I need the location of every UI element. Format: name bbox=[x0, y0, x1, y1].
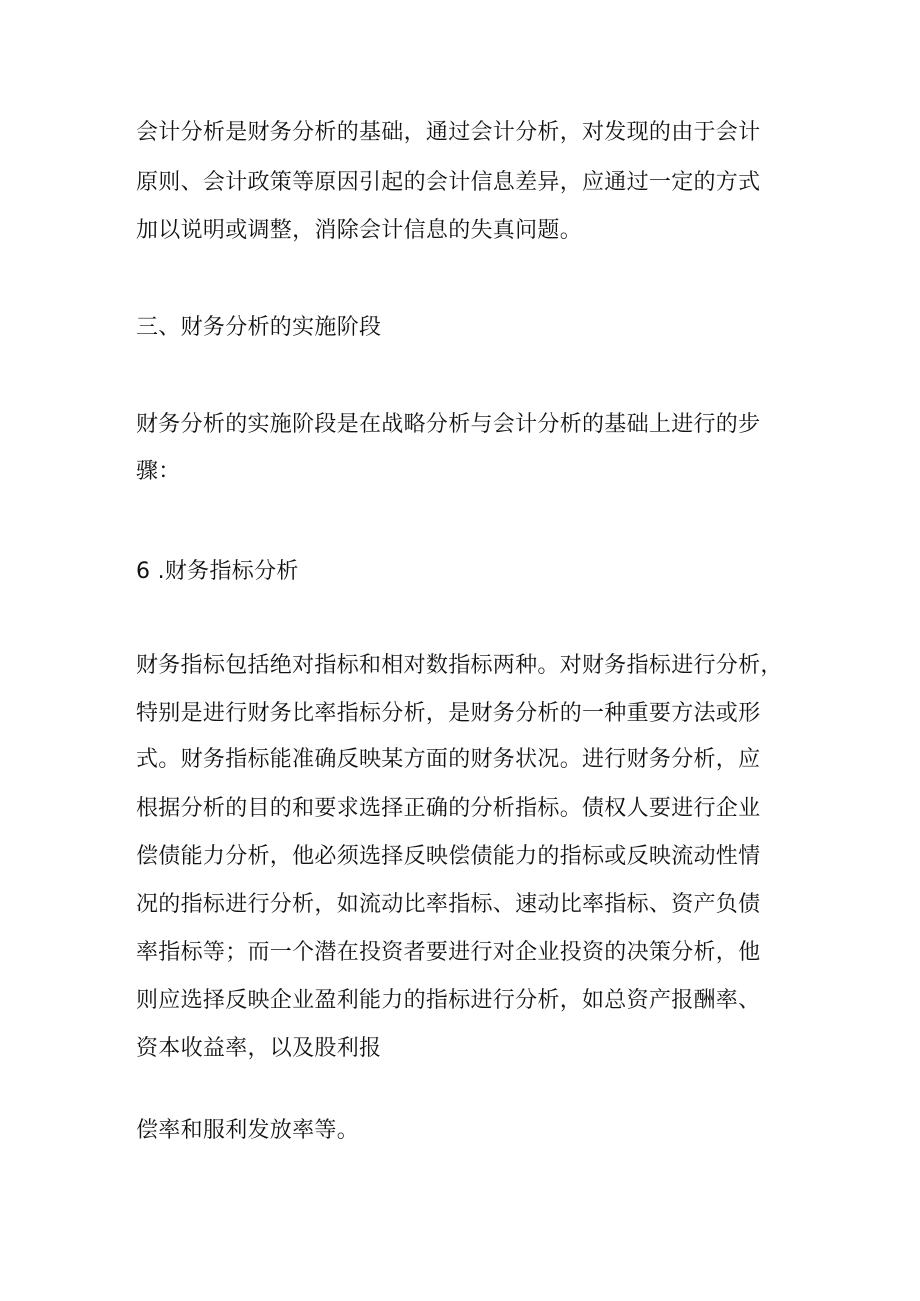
text-line: 率指标等；而一个潜在投资者要进行对企业投资的决策分析，他 bbox=[136, 940, 761, 965]
text-line: 偿率和服利发放率等。 bbox=[136, 1118, 360, 1143]
text-line: 加以说明或调整，消除会计信息的失真问题。 bbox=[136, 218, 583, 243]
heading-text: 6 .财务指标分析 bbox=[136, 559, 299, 584]
text-line: 式。财务指标能准确反映某方面的财务状况。进行财务分析，应 bbox=[136, 747, 761, 772]
text-line: 财务分析的实施阶段是在战略分析与会计分析的基础上进行的步 bbox=[136, 412, 761, 437]
text-line: 会计分析是财务分析的基础，通过会计分析，对发现的由于会计 bbox=[136, 120, 761, 145]
text-line: 骤： bbox=[136, 459, 181, 484]
text-line: 则应选择反映企业盈利能力的指标进行分析，如总资产报酬率、 bbox=[136, 988, 761, 1013]
heading-text: 三、财务分析的实施阶段 bbox=[136, 315, 382, 340]
text-line: 原则、会计政策等原因引起的会计信息差异，应通过一定的方式 bbox=[136, 170, 761, 195]
text-line: 根据分析的目的和要求选择正确的分析指标。债权人要进行企业 bbox=[136, 796, 761, 821]
text-line: 特别是进行财务比率指标分析，是财务分析的一种重要方法或形 bbox=[136, 701, 761, 726]
text-line: 财务指标包括绝对指标和相对数指标两种。对财务指标进行分析， bbox=[136, 653, 783, 678]
text-line: 资本收益率，以及股利报 bbox=[136, 1036, 382, 1061]
text-line: 况的指标进行分析，如流动比率指标、速动比率指标、资产负债 bbox=[136, 892, 761, 917]
text-line: 偿债能力分析，他必须选择反映偿债能力的指标或反映流动性情 bbox=[136, 844, 761, 869]
